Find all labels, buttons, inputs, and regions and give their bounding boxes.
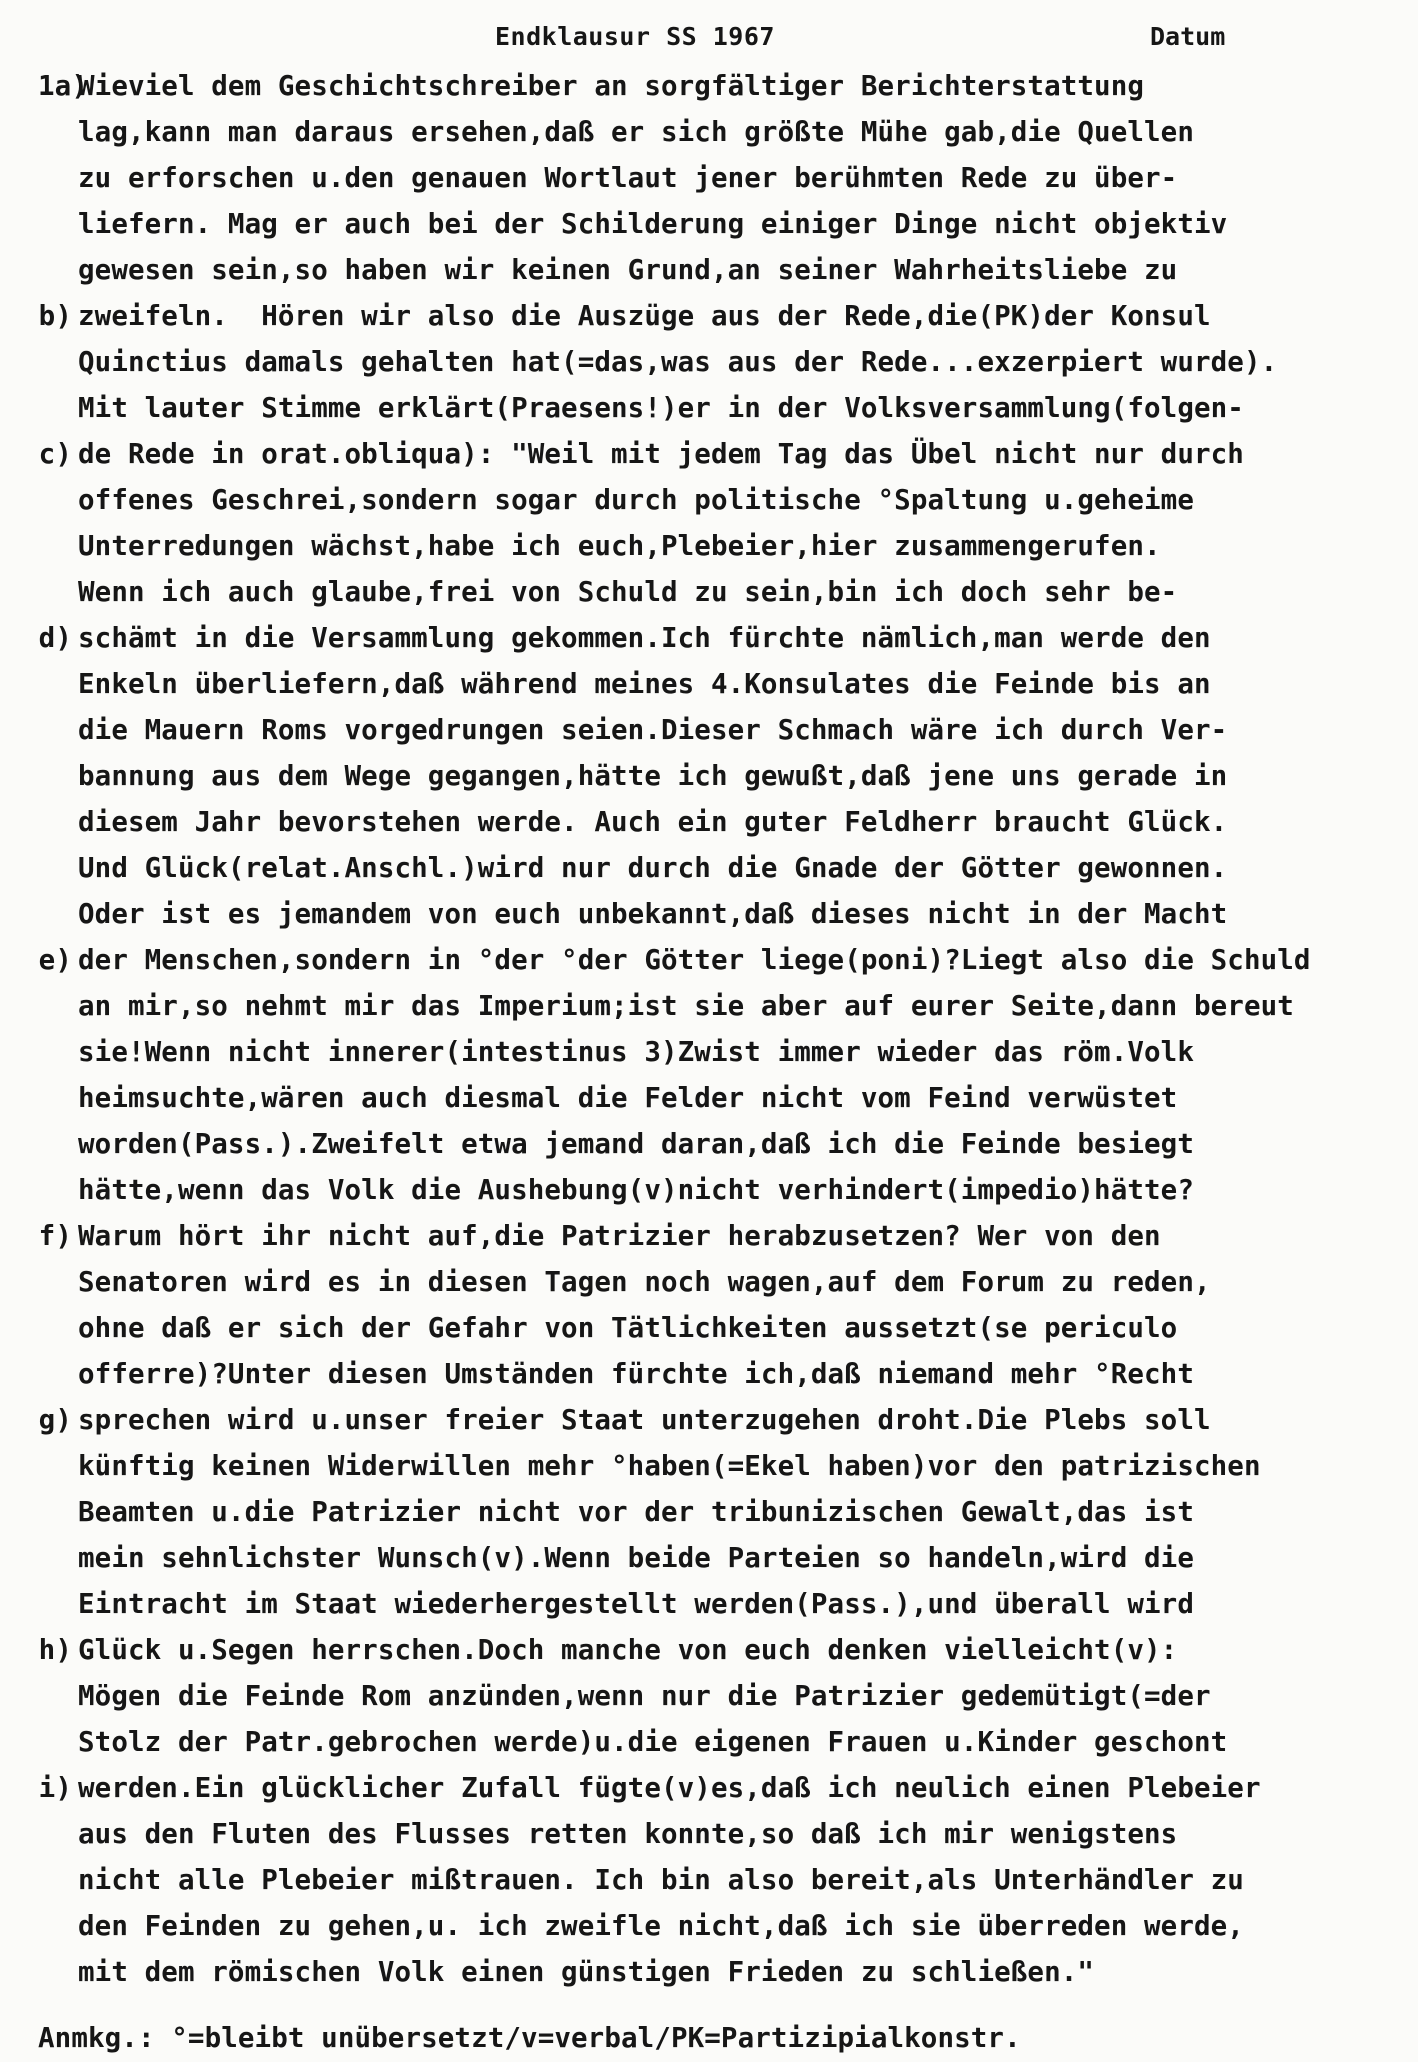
line-text: Und Glück(relat.Anschl.)wird nur durch die Gnade der Götter gewonnen. [78, 852, 1228, 884]
line-text: heimsuchte,wären auch diesmal die Felder nicht vom Feind verwüstet [78, 1082, 1178, 1114]
text-line [38, 477, 1398, 523]
text-line [38, 1857, 1398, 1903]
line-text: bannung aus dem Wege gegangen,hätte ich gewußt,daß jene uns gerade in [78, 760, 1228, 792]
line-text: Wenn ich auch glaube,frei von Schuld zu sein,bin ich doch sehr be- [78, 576, 1178, 608]
text-line [38, 109, 1398, 155]
line-text: Enkeln überliefern,daß während meines 4.Konsulates die Feinde bis an [78, 668, 1211, 700]
line-text: nicht alle Plebeier mißtrauen. Ich bin also bereit,als Unterhändler zu [78, 1864, 1244, 1896]
text-line [38, 523, 1398, 569]
line-text: Wieviel dem Geschichtschreiber an sorgfältiger Berichterstattung [78, 70, 1145, 102]
line-text: Beamten u.die Patrizier nicht vor der tribunizischen Gewalt,das ist [78, 1496, 1194, 1528]
footnote: Anmkg.: °=bleibt unübersetzt/v=verbal/PK=Partizipialkonstr. [38, 2022, 1021, 2054]
text-line [38, 1903, 1398, 1949]
text-line [38, 891, 1398, 937]
text-line [38, 1075, 1398, 1121]
line-text: mein sehnlichster Wunsch(v).Wenn beide Parteien so handeln,wird die [78, 1542, 1194, 1574]
section-marker: i) [38, 1772, 72, 1804]
line-text: gewesen sein,so haben wir keinen Grund,an seiner Wahrheitsliebe zu [78, 254, 1178, 286]
line-text: diesem Jahr bevorstehen werde. Auch ein guter Feldherr braucht Glück. [78, 806, 1228, 838]
text-line [38, 845, 1398, 891]
section-marker: e) [38, 944, 72, 976]
line-text: sprechen wird u.unser freier Staat unterzugehen droht.Die Plebs soll [78, 1404, 1211, 1436]
text-line [38, 385, 1398, 431]
text-line [38, 1949, 1398, 1995]
line-text: Glück u.Segen herrschen.Doch manche von euch denken vielleicht(v): [78, 1634, 1178, 1666]
text-line [38, 661, 1398, 707]
line-text: sie!Wenn nicht innerer(intestinus 3)Zwist immer wieder das röm.Volk [78, 1036, 1194, 1068]
text-line [38, 1259, 1398, 1305]
text-line [38, 1765, 1398, 1811]
text-line [38, 1121, 1398, 1167]
line-text: Warum hört ihr nicht auf,die Patrizier herabzusetzen? Wer von den [78, 1220, 1161, 1252]
line-text: offerre)?Unter diesen Umständen fürchte ich,daß niemand mehr °Recht [78, 1358, 1194, 1390]
line-text: zweifeln. Hören wir also die Auszüge aus der Rede,die(PK)der Konsul [78, 300, 1211, 332]
line-text: die Mauern Roms vorgedrungen seien.Dieser Schmach wäre ich durch Ver- [78, 714, 1228, 746]
line-text: Senatoren wird es in diesen Tagen noch wagen,auf dem Forum zu reden, [78, 1266, 1211, 1298]
text-line [38, 937, 1398, 983]
section-marker: 1a) [38, 70, 88, 102]
line-text: mit dem römischen Volk einen günstigen Frieden zu schließen." [78, 1956, 1095, 1988]
line-text: de Rede in orat.obliqua): "Weil mit jedem Tag das Übel nicht nur durch [78, 438, 1244, 470]
text-line [38, 63, 1398, 109]
line-text: Stolz der Patr.gebrochen werde)u.die eigenen Frauen u.Kinder geschont [78, 1726, 1228, 1758]
line-text: Eintracht im Staat wiederhergestellt werden(Pass.),und überall wird [78, 1588, 1194, 1620]
text-line [38, 569, 1398, 615]
section-marker: h) [38, 1634, 72, 1666]
text-line [38, 1811, 1398, 1857]
text-line [38, 1719, 1398, 1765]
text-line [38, 293, 1398, 339]
line-text: werden.Ein glücklicher Zufall fügte(v)es,daß ich neulich einen Plebeier [78, 1772, 1261, 1804]
text-line [38, 1673, 1398, 1719]
section-marker: d) [38, 622, 72, 654]
line-text: offenes Geschrei,sondern sogar durch politische °Spaltung u.geheime [78, 484, 1194, 516]
line-text: schämt in die Versammlung gekommen.Ich fürchte nämlich,man werde den [78, 622, 1211, 654]
text-line [38, 247, 1398, 293]
text-line [38, 1305, 1398, 1351]
text-line [38, 1535, 1398, 1581]
text-line [38, 615, 1398, 661]
date-label: Datum [1150, 22, 1226, 51]
text-line [38, 1029, 1398, 1075]
text-line [38, 155, 1398, 201]
text-line [38, 799, 1398, 845]
section-marker: c) [38, 438, 72, 470]
line-text: zu erforschen u.den genauen Wortlaut jener berühmten Rede zu über- [78, 162, 1178, 194]
text-line [38, 753, 1398, 799]
line-text: Unterredungen wächst,habe ich euch,Plebeier,hier zusammengerufen. [78, 530, 1161, 562]
line-text: den Feinden zu gehen,u. ich zweifle nicht,daß ich sie überreden werde, [78, 1910, 1244, 1942]
line-text: der Menschen,sondern in °der °der Götter liege(poni)?Liegt also die Schuld [78, 944, 1311, 976]
line-text: Quinctius damals gehalten hat(=das,was aus der Rede...exzerpiert wurde). [78, 346, 1278, 378]
line-text: Mit lauter Stimme erklärt(Praesens!)er in der Volksversammlung(folgen- [78, 392, 1244, 424]
line-text: an mir,so nehmt mir das Imperium;ist sie aber auf eurer Seite,dann bereut [78, 990, 1294, 1022]
text-line [38, 201, 1398, 247]
text-line [38, 1627, 1398, 1673]
line-text: künftig keinen Widerwillen mehr °haben(=Ekel haben)vor den patrizischen [78, 1450, 1261, 1482]
text-line [38, 1167, 1398, 1213]
line-text: ohne daß er sich der Gefahr von Tätlichkeiten aussetzt(se periculo [78, 1312, 1178, 1344]
text-line [38, 431, 1398, 477]
text-line [38, 1213, 1398, 1259]
exam-text [38, 63, 1398, 2061]
section-marker: f) [38, 1220, 72, 1252]
text-line [38, 1489, 1398, 1535]
line-text: liefern. Mag er auch bei der Schilderung einiger Dinge nicht objektiv [78, 208, 1228, 240]
section-marker: b) [38, 300, 72, 332]
text-line [38, 707, 1398, 753]
line-text: Mögen die Feinde Rom anzünden,wenn nur die Patrizier gedemütigt(=der [78, 1680, 1211, 1712]
text-line [38, 1581, 1398, 1627]
line-text: hätte,wenn das Volk die Aushebung(v)nicht verhindert(impedio)hätte? [78, 1174, 1194, 1206]
page-header [0, 22, 1418, 62]
section-marker: g) [38, 1404, 72, 1436]
text-line [38, 1443, 1398, 1489]
line-text: Oder ist es jemandem von euch unbekannt,daß dieses nicht in der Macht [78, 898, 1228, 930]
text-line [38, 1397, 1398, 1443]
text-line [38, 1351, 1398, 1397]
exam-title: Endklausur SS 1967 [495, 22, 775, 51]
line-text: worden(Pass.).Zweifelt etwa jemand daran,daß ich die Feinde besiegt [78, 1128, 1194, 1160]
text-line [38, 339, 1398, 385]
line-text: lag,kann man daraus ersehen,daß er sich größte Mühe gab,die Quellen [78, 116, 1194, 148]
line-text: aus den Fluten des Flusses retten konnte,so daß ich mir wenigstens [78, 1818, 1178, 1850]
text-line [38, 983, 1398, 1029]
